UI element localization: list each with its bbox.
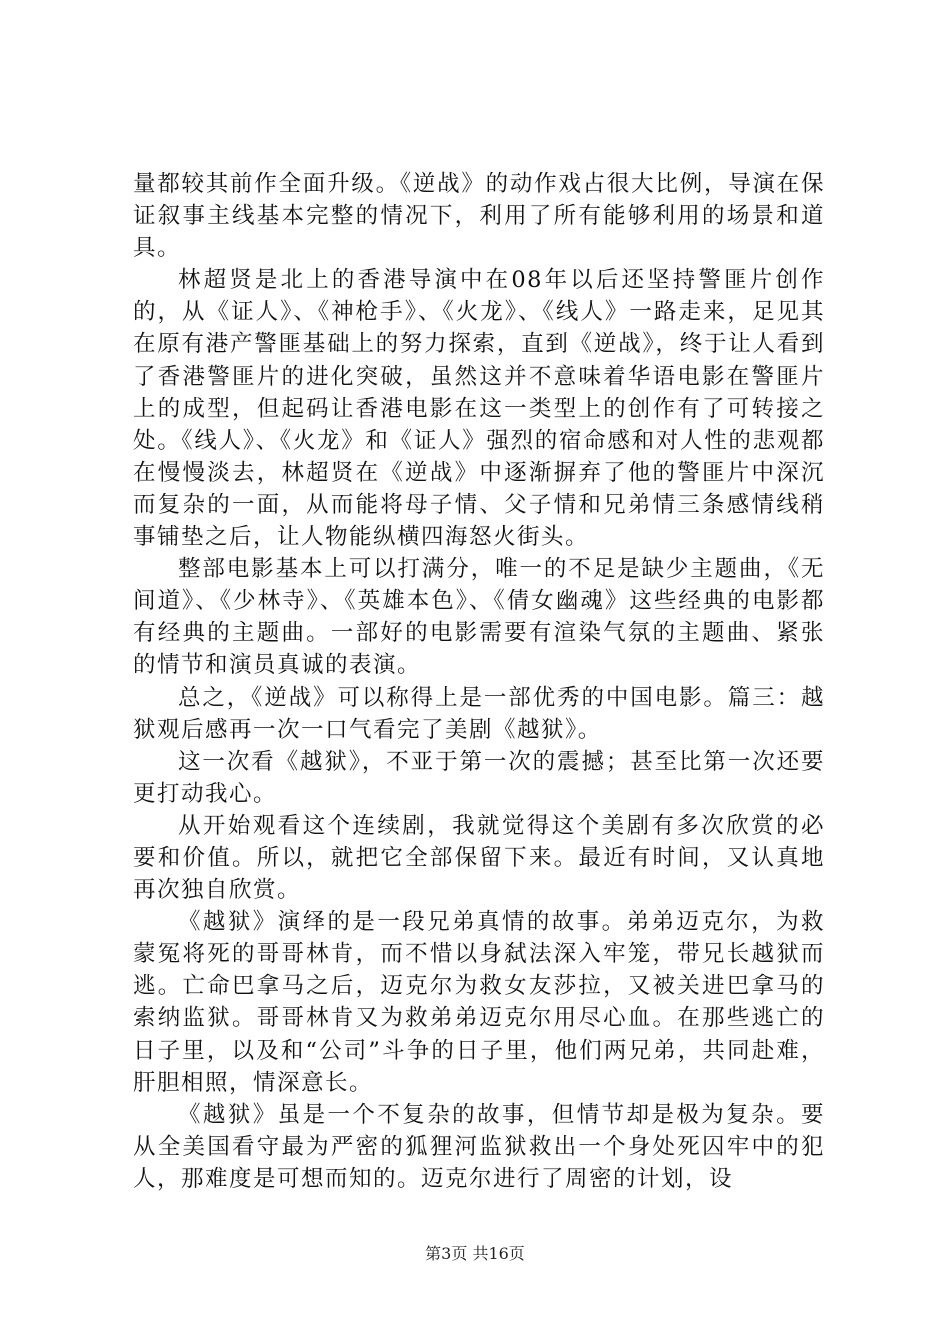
paragraph-complex-plot: 《越狱》虽是一个不复杂的故事，但情节却是极为复杂。要从全美国看守最为严密的狐狸河监狱救出一个身处死囚牢中的犯人，那难度是可想而知的。迈克尔进行了周密的计划，设 — [133, 1101, 825, 1192]
paragraph-theme-song: 整部电影基本上可以打满分，唯一的不足是缺少主题曲，《无间道》、《少林寺》、《英雄本色》、《倩女幽魂》这些经典的电影都有经典的主题曲。一部好的电影需要有渲染气氛的主题曲、紧张的情节和演员真诚的表演。 — [133, 556, 825, 679]
paragraph-continuation: 量都较其前作全面升级。《逆战》的动作戏占很大比例，导演在保证叙事主线基本完整的情况下，利用了所有能够利用的场景和道具。 — [133, 171, 825, 262]
paragraph-director-lin-chaoxian: 林超贤是北上的香港导演中在08年以后还坚持警匪片创作的，从《证人》、《神枪手》、《火龙》、《线人》一路走来，足见其在原有港产警匪基础上的努力探索，直到《逆战》，终于让人看到了香港警匪片的进化突破，虽然这并不意味着华语电影在警匪片上的成型，但起码让香港电影在这一类型上的创作有了可转接之处。《线人》、《火龙》和《证人》强烈的宿命感和对人性的悲观都在慢慢淡去，林超贤在《逆战》中逐渐摒弃了他的警匪片中深沉而复杂的一面，从而能将母子情、父子情和兄弟情三条感情线稍事铺垫之后，让人物能纵横四海怒火街头。 — [133, 267, 825, 551]
document-body — [133, 168, 825, 1195]
paragraph-brothers-story: 《越狱》演绎的是一段兄弟真情的故事。弟弟迈克尔，为救蒙冤将死的哥哥林肯，而不惜以身弑法深入牢笼，带兄长越狱而逃。亡命巴拿马之后，迈克尔为救女友莎拉，又被关进巴拿马的索纳监狱。哥哥林肯又为救弟弟迈克尔用尽心血。在那些逃亡的日子里，以及和“公司”斗争的日子里，他们两兄弟，共同赴难，肝胆相照，情深意长。 — [133, 909, 825, 1096]
paragraph-second-viewing: 这一次看《越狱》，不亚于第一次的震撼；甚至比第一次还要更打动我心。 — [133, 748, 825, 807]
paragraph-value: 从开始观看这个连续剧，我就觉得这个美剧有多次欣赏的必要和价值。所以，就把它全部保留下来。最近有时间，又认真地再次独自欣赏。 — [133, 812, 825, 904]
paragraph-conclusion: 总之，《逆战》可以称得上是一部优秀的中国电影。篇三：越狱观后感再一次一口气看完了美剧《越狱》。 — [133, 684, 825, 743]
page-number-footer: 第3页 共16页 — [425, 1244, 525, 1263]
